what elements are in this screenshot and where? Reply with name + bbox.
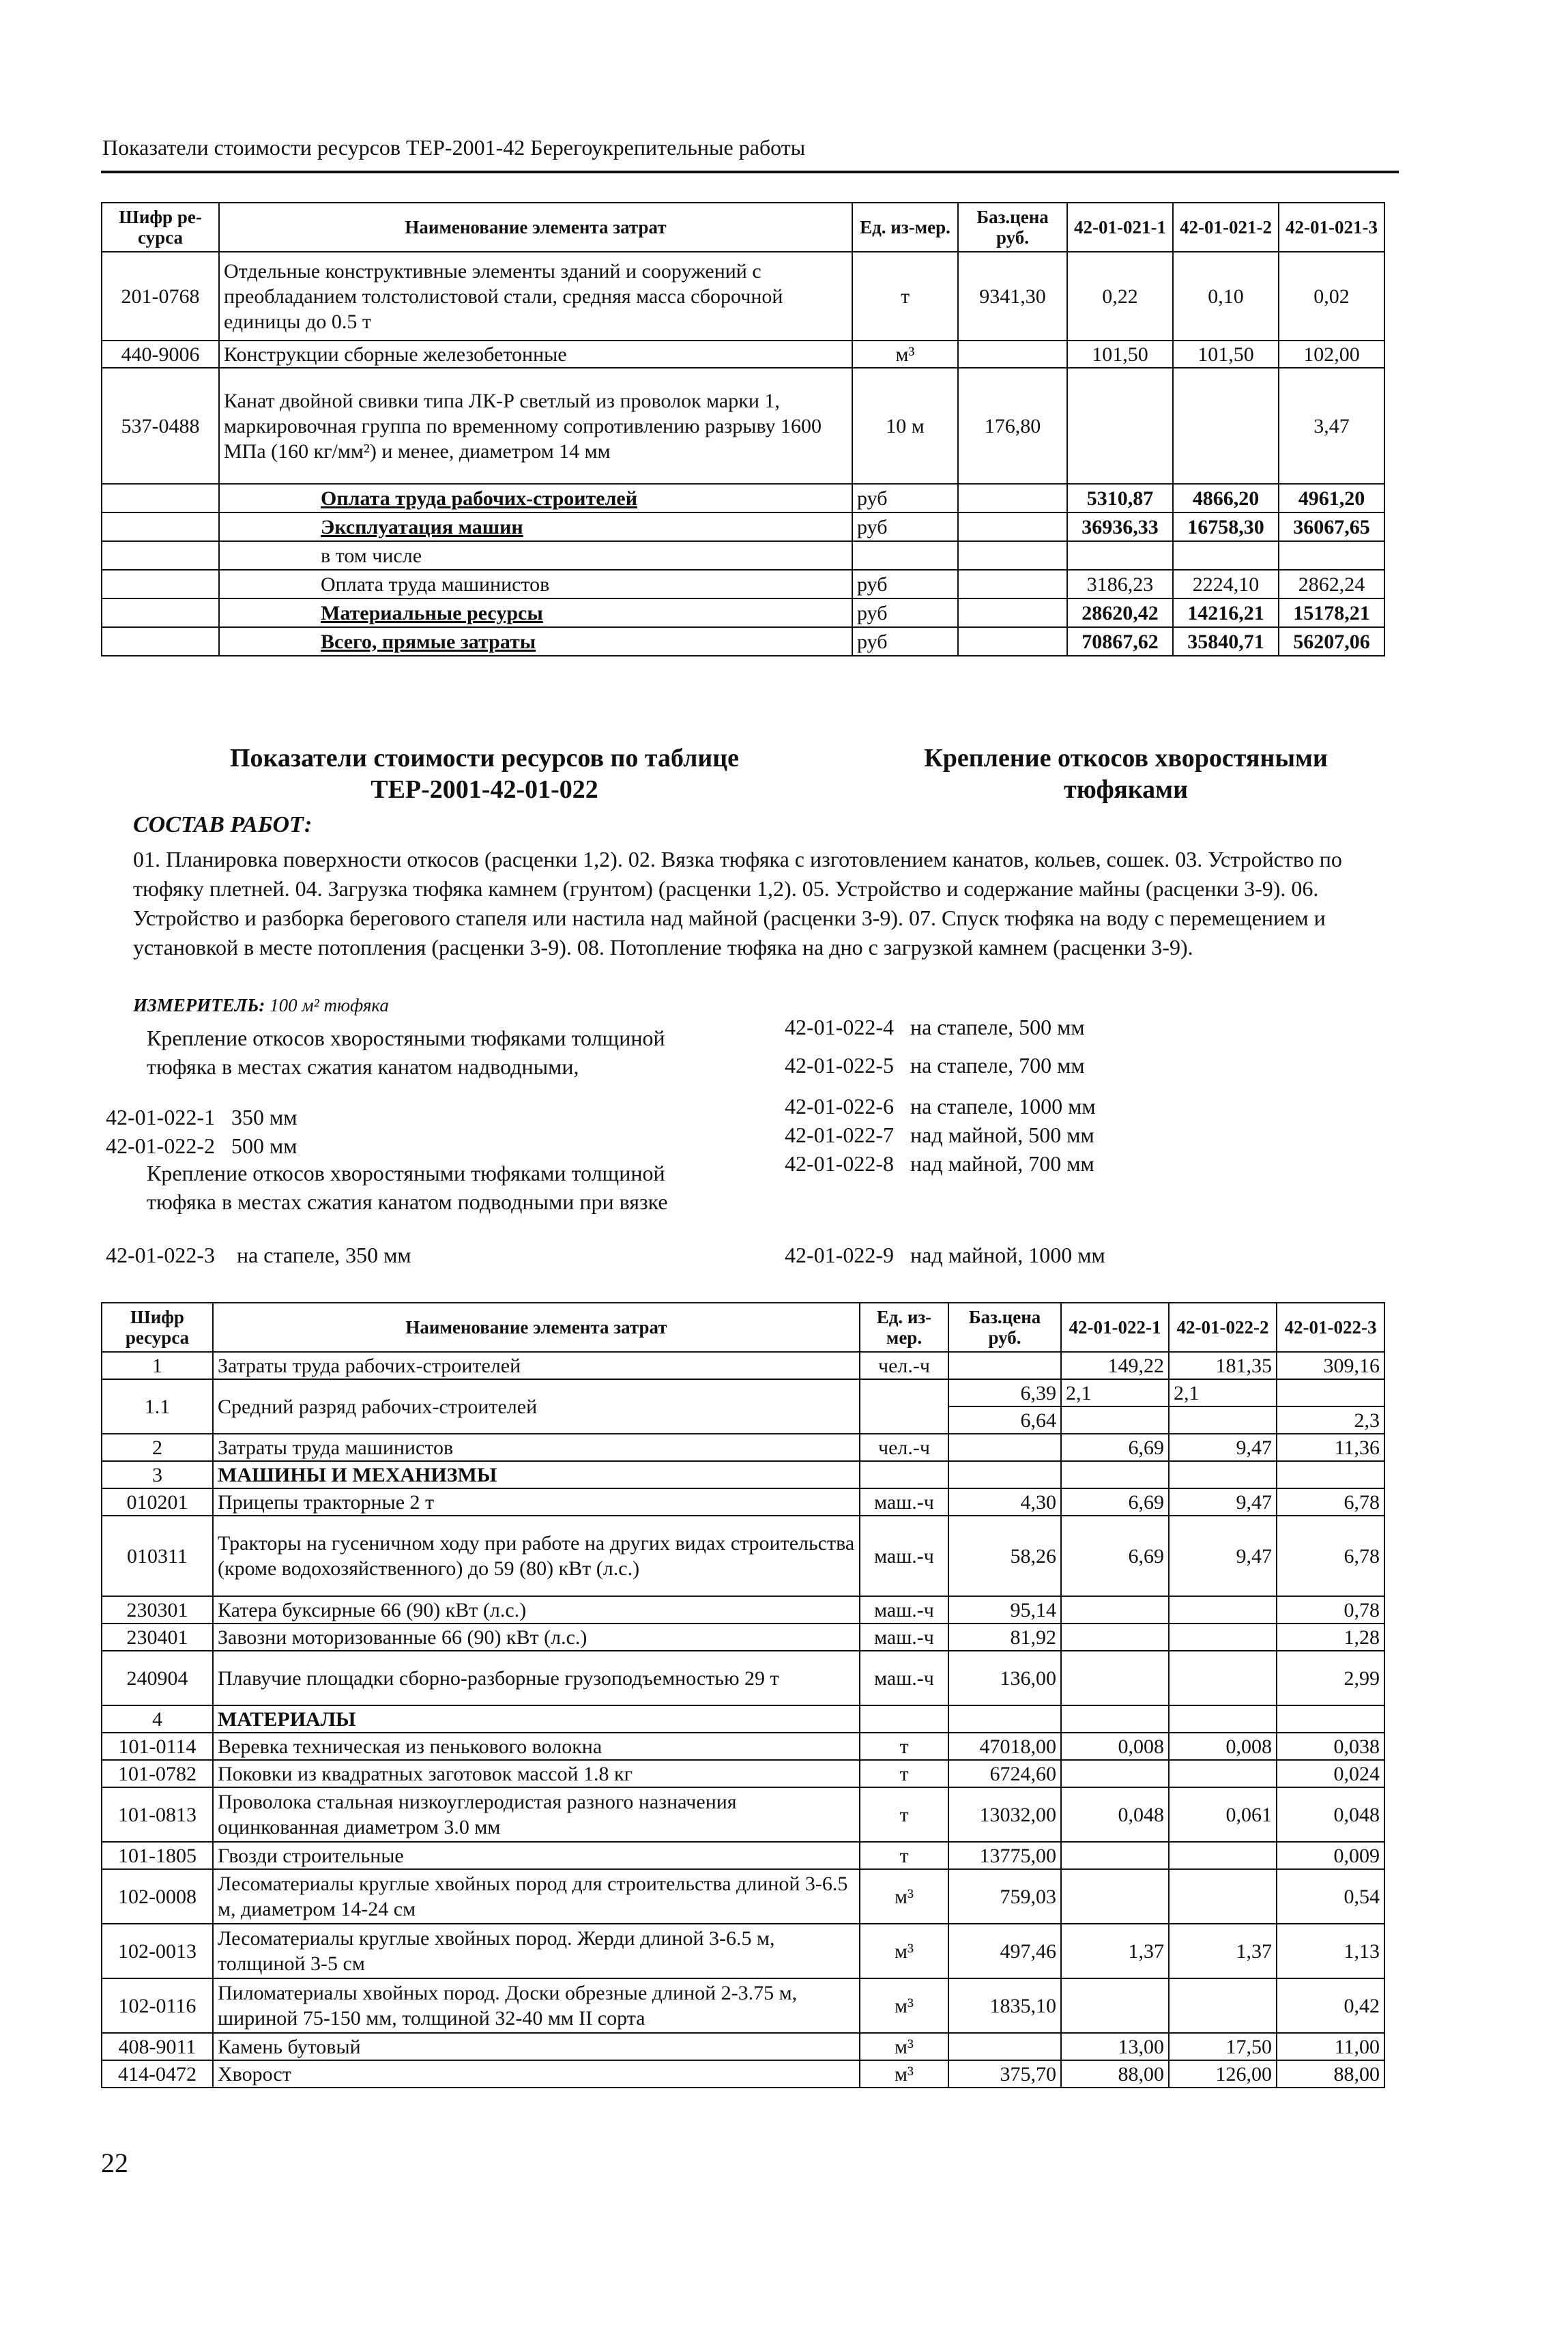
resource-name: Канат двойной свивки типа ЛК-Р светлый из проволок марки 1, маркировочная группа по временному сопротивлению разрыву 1600 МПа (160 кг/мм²) и менее, диаметром 14 мм	[219, 368, 852, 484]
value-cell	[1067, 368, 1173, 484]
value-cell: 1,37	[1061, 1924, 1169, 1978]
table-row	[102, 252, 1384, 341]
unit: т	[860, 1760, 948, 1787]
header-cell: Шифр ре-сурса	[102, 203, 219, 252]
value-cell: 0,008	[1169, 1733, 1277, 1760]
value-cell: 5310,87	[1067, 484, 1173, 513]
resource-code	[102, 598, 219, 627]
code-desc: над майной, 700 мм	[910, 1151, 1094, 1176]
meter-label: ИЗМЕРИТЕЛЬ:	[133, 995, 265, 1015]
value-cell: 2862,24	[1279, 570, 1384, 598]
value-cell: 1,28	[1277, 1623, 1384, 1651]
code-item	[106, 1103, 297, 1131]
resource-code: 4	[102, 1705, 213, 1733]
table-row	[102, 1379, 1384, 1406]
resource-code: 240904	[102, 1651, 213, 1705]
table-row	[102, 1516, 1384, 1596]
resource-name: Проволока стальная низкоуглеродистая разного назначения оцинкованная диаметром 3.0 мм	[213, 1787, 860, 1842]
table-row	[102, 513, 1384, 541]
value-cell	[1061, 1406, 1169, 1434]
unit: чел.-ч	[860, 1352, 948, 1379]
value-cell: 9,47	[1169, 1434, 1277, 1461]
meter-value: 100 м² тюфяка	[270, 995, 389, 1015]
resource-code: 010311	[102, 1516, 213, 1596]
code-item	[785, 1121, 1094, 1149]
value-cell: 17,50	[1169, 2033, 1277, 2060]
table-row	[102, 541, 1384, 570]
value-cell: 102,00	[1279, 341, 1384, 368]
unit: маш.-ч	[860, 1623, 948, 1651]
unit: руб	[852, 484, 958, 513]
table-row	[102, 1869, 1384, 1924]
header-cell: Ед. из-мер.	[852, 203, 958, 252]
base-price: 9341,30	[958, 252, 1067, 341]
summary-label: Оплата труда машинистов	[219, 570, 852, 598]
value-cell	[1169, 1869, 1277, 1924]
value-cell	[1061, 1461, 1169, 1488]
table-header-row	[102, 203, 1384, 252]
unit: 10 м	[852, 368, 958, 484]
value-cell: 70867,62	[1067, 627, 1173, 656]
resource-name: Лесоматериалы круглые хвойных пород для строительства длиной 3-6.5 м, диаметром 14-24 см	[213, 1869, 860, 1924]
value-cell	[1169, 1705, 1277, 1733]
resource-table-022	[101, 1302, 1385, 2088]
unit: т	[860, 1842, 948, 1869]
value-cell: 0,78	[1277, 1596, 1384, 1623]
header-rule	[101, 171, 1399, 173]
resource-code: 1	[102, 1352, 213, 1379]
header-cell: 42-01-022-1	[1061, 1303, 1169, 1352]
unit: руб	[852, 570, 958, 598]
value-cell: 2224,10	[1173, 570, 1279, 598]
value-cell: 149,22	[1061, 1352, 1169, 1379]
base-price: 1835,10	[948, 1978, 1061, 2033]
unit: руб	[852, 513, 958, 541]
resource-name: Камень бутовый	[213, 2033, 860, 2060]
header-cell: 42-01-021-1	[1067, 203, 1173, 252]
value-cell: 0,42	[1277, 1978, 1384, 2033]
composition-label: СОСТАВ РАБОТ:	[133, 812, 313, 837]
value-cell	[1169, 1842, 1277, 1869]
value-cell: 9,47	[1169, 1516, 1277, 1596]
value-cell: 0,02	[1279, 252, 1384, 341]
resource-code: 408-9011	[102, 2033, 213, 2060]
value-cell: 56207,06	[1279, 627, 1384, 656]
value-cell: 0,061	[1169, 1787, 1277, 1842]
resource-code: 101-1805	[102, 1842, 213, 1869]
code-desc: 500 мм	[231, 1134, 297, 1158]
summary-label: Оплата труда рабочих-строителей	[219, 484, 852, 513]
value-cell	[1061, 1842, 1169, 1869]
table-row	[102, 1733, 1384, 1760]
base-price: 759,03	[948, 1869, 1061, 1924]
base-price	[958, 541, 1067, 570]
base-price: 58,26	[948, 1516, 1061, 1596]
table-row	[102, 1787, 1384, 1842]
page-number: 22	[101, 2148, 128, 2178]
code: 42-01-022-8	[785, 1151, 894, 1176]
table-row	[102, 1352, 1384, 1379]
value-cell	[1061, 1651, 1169, 1705]
value-cell: 6,78	[1277, 1516, 1384, 1596]
resource-code: 101-0782	[102, 1760, 213, 1787]
unit: м³	[860, 2033, 948, 2060]
code: 42-01-022-2	[106, 1134, 215, 1158]
value-cell: 101,50	[1067, 341, 1173, 368]
value-cell	[1067, 541, 1173, 570]
code: 42-01-022-3	[106, 1243, 215, 1267]
table-row	[102, 1488, 1384, 1516]
section-heading: МАТЕРИАЛЫ	[213, 1705, 860, 1733]
table-row	[102, 1434, 1384, 1461]
code-desc: на стапеле, 350 мм	[236, 1243, 411, 1267]
code-item	[785, 1051, 1085, 1080]
resource-code: 102-0013	[102, 1924, 213, 1978]
base-price: 13775,00	[948, 1842, 1061, 1869]
table-header-row	[102, 1303, 1384, 1352]
value-cell: 101,50	[1173, 341, 1279, 368]
value-cell	[1169, 1461, 1277, 1488]
unit: маш.-ч	[860, 1488, 948, 1516]
resource-code	[102, 570, 219, 598]
resource-name: Плавучие площадки сборно-разборные грузоподъемностью 29 т	[213, 1651, 860, 1705]
value-cell: 28620,42	[1067, 598, 1173, 627]
value-cell	[1169, 1651, 1277, 1705]
unit: м³	[860, 1978, 948, 2033]
unit	[852, 541, 958, 570]
value-cell: 6,69	[1061, 1488, 1169, 1516]
base-price	[958, 484, 1067, 513]
resource-name: Поковки из квадратных заготовок массой 1.8 кг	[213, 1760, 860, 1787]
table-row	[102, 570, 1384, 598]
resource-code	[102, 541, 219, 570]
table-row	[102, 627, 1384, 656]
value-cell	[1061, 1705, 1169, 1733]
resource-name: Завозни моторизованные 66 (90) кВт (л.с.)	[213, 1623, 860, 1651]
table-row	[102, 1651, 1384, 1705]
base-price	[948, 1434, 1061, 1461]
code: 42-01-022-9	[785, 1243, 894, 1267]
resource-name: Прицепы тракторные 2 т	[213, 1488, 860, 1516]
value-cell	[1169, 1623, 1277, 1651]
value-cell: 13,00	[1061, 2033, 1169, 2060]
unit: руб	[852, 627, 958, 656]
table-row	[102, 598, 1384, 627]
value-cell: 0,024	[1277, 1760, 1384, 1787]
value-cell	[1279, 541, 1384, 570]
table-row	[102, 2033, 1384, 2060]
unit	[860, 1705, 948, 1733]
base-price	[948, 2033, 1061, 2060]
resource-code	[102, 513, 219, 541]
header-cell: 42-01-021-3	[1279, 203, 1384, 252]
value-cell	[1169, 1596, 1277, 1623]
unit: м³	[852, 341, 958, 368]
group-description: Крепление откосов хворостяными тюфяками толщиной тюфяка в местах сжатия канатом надводными,	[147, 1026, 665, 1079]
base-price	[958, 341, 1067, 368]
base-price: 6,39	[948, 1379, 1061, 1406]
resource-code: 414-0472	[102, 2060, 213, 2088]
value-cell: 181,35	[1169, 1352, 1277, 1379]
header-cell: Шифр ресурса	[102, 1303, 213, 1352]
resource-name: Затраты труда рабочих-строителей	[213, 1352, 860, 1379]
resource-name: Лесоматериалы круглые хвойных пород. Жерди длиной 3-6.5 м, толщиной 3-5 см	[213, 1924, 860, 1978]
base-price: 81,92	[948, 1623, 1061, 1651]
code-item	[106, 1131, 297, 1160]
base-price	[958, 627, 1067, 656]
value-cell	[1277, 1705, 1384, 1733]
table-row	[102, 1924, 1384, 1978]
code-item	[785, 1149, 1094, 1178]
unit: руб	[852, 598, 958, 627]
table-row	[102, 1978, 1384, 2033]
resource-name: Катера буксирные 66 (90) кВт (л.с.)	[213, 1596, 860, 1623]
meter-line	[133, 995, 389, 1016]
value-cell: 9,47	[1169, 1488, 1277, 1516]
value-cell: 36067,65	[1279, 513, 1384, 541]
unit: т	[852, 252, 958, 341]
base-price: 6,64	[948, 1406, 1061, 1434]
header-cell: Баз.цена руб.	[958, 203, 1067, 252]
value-cell: 14216,21	[1173, 598, 1279, 627]
value-cell: 3186,23	[1067, 570, 1173, 598]
value-cell	[1169, 1406, 1277, 1434]
header-cell: Ед. из-мер.	[860, 1303, 948, 1352]
resource-code: 230401	[102, 1623, 213, 1651]
base-price: 497,46	[948, 1924, 1061, 1978]
value-cell: 309,16	[1277, 1352, 1384, 1379]
value-cell	[1277, 1379, 1384, 1406]
value-cell: 126,00	[1169, 2060, 1277, 2088]
code: 42-01-022-7	[785, 1123, 894, 1147]
code-item	[785, 1013, 1085, 1041]
resource-name: Тракторы на гусеничном ходу при работе на других видах строительства (кроме водохозяйственного) до 59 (80) кВт (л.с.)	[213, 1516, 860, 1596]
code: 42-01-022-6	[785, 1094, 894, 1119]
resource-name: Гвозди строительные	[213, 1842, 860, 1869]
value-cell: 0,048	[1061, 1787, 1169, 1842]
base-price	[948, 1705, 1061, 1733]
value-cell	[1061, 1869, 1169, 1924]
value-cell: 11,00	[1277, 2033, 1384, 2060]
value-cell: 88,00	[1061, 2060, 1169, 2088]
header-cell: 42-01-022-2	[1169, 1303, 1277, 1352]
value-cell	[1061, 1760, 1169, 1787]
value-cell	[1061, 1623, 1169, 1651]
code-item	[106, 1241, 411, 1269]
base-price	[948, 1461, 1061, 1488]
value-cell: 11,36	[1277, 1434, 1384, 1461]
unit	[860, 1461, 948, 1488]
code-desc: на стапеле, 700 мм	[910, 1053, 1085, 1078]
base-price	[948, 1352, 1061, 1379]
value-cell: 0,54	[1277, 1869, 1384, 1924]
table-row	[102, 1623, 1384, 1651]
value-cell: 0,22	[1067, 252, 1173, 341]
section-title: Показатели стоимости ресурсов по таблице ТЕР-2001-42-01-022	[229, 744, 740, 804]
value-cell: 2,1	[1061, 1379, 1169, 1406]
value-cell: 0,008	[1061, 1733, 1169, 1760]
resource-code: 1.1	[102, 1379, 213, 1434]
running-header: Показатели стоимости ресурсов ТЕР-2001-42 Берегоукрепительные работы	[102, 135, 806, 160]
unit: м³	[860, 1869, 948, 1924]
header-cell: 42-01-021-2	[1173, 203, 1279, 252]
value-cell: 6,69	[1061, 1434, 1169, 1461]
resource-name: Средний разряд рабочих-строителей	[213, 1379, 860, 1434]
unit: чел.-ч	[860, 1434, 948, 1461]
resource-code	[102, 627, 219, 656]
value-cell: 0,10	[1173, 252, 1279, 341]
value-cell: 2,3	[1277, 1406, 1384, 1434]
header-cell: 42-01-022-3	[1277, 1303, 1384, 1352]
resource-code: 102-0116	[102, 1978, 213, 2033]
base-price: 375,70	[948, 2060, 1061, 2088]
base-price	[958, 598, 1067, 627]
table-row	[102, 2060, 1384, 2088]
summary-label: Всего, прямые затраты	[219, 627, 852, 656]
code-item	[785, 1092, 1096, 1121]
resource-code: 3	[102, 1461, 213, 1488]
value-cell: 16758,30	[1173, 513, 1279, 541]
value-cell	[1061, 1596, 1169, 1623]
value-cell: 35840,71	[1173, 627, 1279, 656]
value-cell: 0,038	[1277, 1733, 1384, 1760]
value-cell: 6,78	[1277, 1488, 1384, 1516]
code: 42-01-022-1	[106, 1105, 215, 1129]
resource-code: 010201	[102, 1488, 213, 1516]
table-row	[102, 368, 1384, 484]
value-cell: 15178,21	[1279, 598, 1384, 627]
unit: т	[860, 1733, 948, 1760]
value-cell: 1,37	[1169, 1924, 1277, 1978]
summary-label: Материальные ресурсы	[219, 598, 852, 627]
summary-label: Эксплуатация машин	[219, 513, 852, 541]
resource-code	[102, 484, 219, 513]
table-row	[102, 1760, 1384, 1787]
code-item	[785, 1241, 1105, 1269]
base-price	[958, 570, 1067, 598]
value-cell	[1173, 541, 1279, 570]
base-price: 6724,60	[948, 1760, 1061, 1787]
value-cell	[1061, 1978, 1169, 2033]
code-desc: над майной, 1000 мм	[910, 1243, 1105, 1267]
header-cell: Наименование элемента затрат	[219, 203, 852, 252]
code-desc: на стапеле, 500 мм	[910, 1015, 1085, 1039]
value-cell: 4866,20	[1173, 484, 1279, 513]
value-cell: 0,009	[1277, 1842, 1384, 1869]
code-desc: над майной, 500 мм	[910, 1123, 1094, 1147]
base-price: 95,14	[948, 1596, 1061, 1623]
base-price	[958, 513, 1067, 541]
value-cell: 2,1	[1169, 1379, 1277, 1406]
table-row	[102, 484, 1384, 513]
base-price: 176,80	[958, 368, 1067, 484]
code: 42-01-022-5	[785, 1053, 894, 1078]
code: 42-01-022-4	[785, 1015, 894, 1039]
base-price: 136,00	[948, 1651, 1061, 1705]
section-subtitle: Крепление откосов хворостяными тюфяками	[924, 744, 1328, 804]
unit: маш.-ч	[860, 1516, 948, 1596]
resource-code: 537-0488	[102, 368, 219, 484]
table-row	[102, 1461, 1384, 1488]
value-cell	[1277, 1461, 1384, 1488]
value-cell: 3,47	[1279, 368, 1384, 484]
unit: т	[860, 1787, 948, 1842]
resource-name: Веревка техническая из пенькового волокна	[213, 1733, 860, 1760]
header-cell: Наименование элемента затрат	[213, 1303, 860, 1352]
table-row	[102, 1596, 1384, 1623]
resource-name: Пиломатериалы хвойных пород. Доски обрезные длиной 2-3.75 м, шириной 75-150 мм, толщиной 32-40 мм II сорта	[213, 1978, 860, 2033]
value-cell: 36936,33	[1067, 513, 1173, 541]
resource-code: 102-0008	[102, 1869, 213, 1924]
value-cell: 1,13	[1277, 1924, 1384, 1978]
resource-code: 2	[102, 1434, 213, 1461]
group-description: Крепление откосов хворостяными тюфяками толщиной тюфяка в местах сжатия канатом подводными при вязке	[147, 1161, 668, 1214]
table-row	[102, 1842, 1384, 1869]
value-cell: 0,048	[1277, 1787, 1384, 1842]
base-price: 4,30	[948, 1488, 1061, 1516]
value-cell	[1169, 1760, 1277, 1787]
resource-name: Конструкции сборные железобетонные	[219, 341, 852, 368]
base-price: 13032,00	[948, 1787, 1061, 1842]
value-cell: 4961,20	[1279, 484, 1384, 513]
summary-label: в том числе	[219, 541, 852, 570]
resource-code: 101-0813	[102, 1787, 213, 1842]
value-cell: 2,99	[1277, 1651, 1384, 1705]
unit: м³	[860, 1924, 948, 1978]
header-cell: Баз.цена руб.	[948, 1303, 1061, 1352]
resource-name: Отдельные конструктивные элементы зданий и сооружений с преобладанием толстолистовой стали, средняя масса сборочной единицы до 0.5 т	[219, 252, 852, 341]
value-cell	[1173, 368, 1279, 484]
resource-code: 201-0768	[102, 252, 219, 341]
value-cell	[1169, 1978, 1277, 2033]
value-cell: 6,69	[1061, 1516, 1169, 1596]
base-price: 47018,00	[948, 1733, 1061, 1760]
code-desc: 350 мм	[231, 1105, 297, 1129]
resource-table-021	[101, 202, 1385, 656]
unit: м³	[860, 2060, 948, 2088]
resource-code: 230301	[102, 1596, 213, 1623]
code-desc: на стапеле, 1000 мм	[910, 1094, 1096, 1119]
value-cell: 88,00	[1277, 2060, 1384, 2088]
composition-text: 01. Планировка поверхности откосов (расценки 1,2). 02. Вязка тюфяка с изготовлением канатов, кольев, сошек. 03. Устройство по тюфяку плетней. 04. Загрузка тюфяка камнем (грунтом) (расценки 1,2). 05. Устройство и содержание майны (расценки 3-9). 06. Устройство и разборка берегового стапеля или настила над майной (расценки 3-9). 07. Спуск тюфяка на воду с перемещением и установкой в месте потопления (расценки 3-9). 08. Потопление тюфяка на дно с загрузкой камнем (расценки 3-9).	[133, 847, 1342, 959]
resource-code: 440-9006	[102, 341, 219, 368]
resource-name: Затраты труда машинистов	[213, 1434, 860, 1461]
unit: маш.-ч	[860, 1596, 948, 1623]
table-row	[102, 341, 1384, 368]
section-heading: МАШИНЫ И МЕХАНИЗМЫ	[213, 1461, 860, 1488]
resource-name: Хворост	[213, 2060, 860, 2088]
table-row	[102, 1705, 1384, 1733]
unit: маш.-ч	[860, 1651, 948, 1705]
resource-code: 101-0114	[102, 1733, 213, 1760]
unit	[860, 1379, 948, 1434]
